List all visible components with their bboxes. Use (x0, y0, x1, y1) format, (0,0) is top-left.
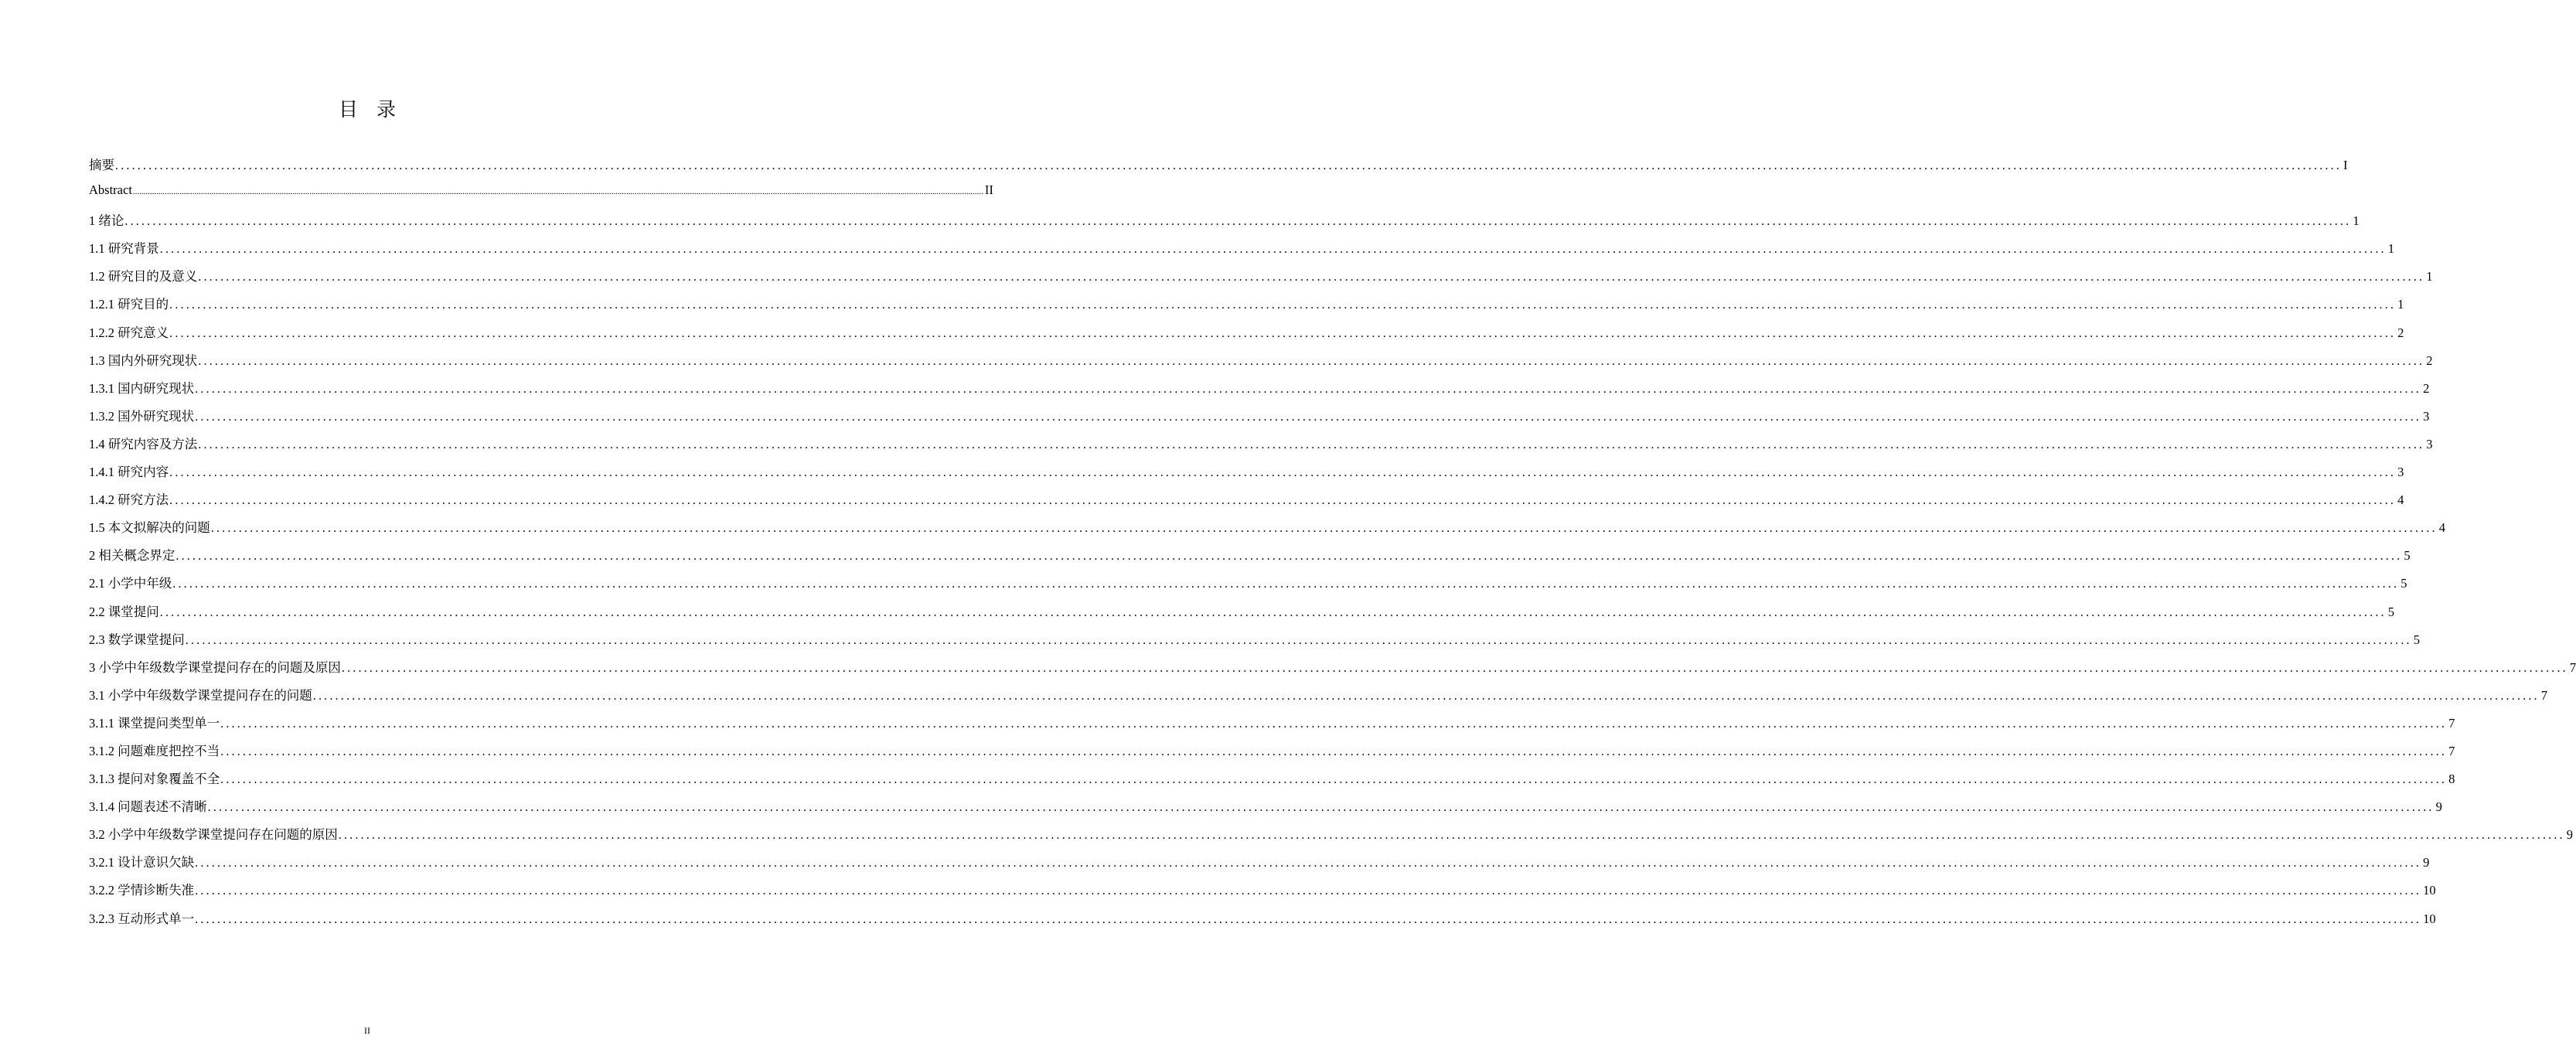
toc-leader-dots: ................................................................................................................................................................................................................................................................................................................................................................................................................ (195, 382, 2422, 396)
toc-leader-dots: ................................................................................................................................................................................................................................................................................................................................................................................................................ (115, 159, 2342, 172)
toc-entry-page-number: 7 (2540, 687, 2547, 703)
toc-entry-page-number: 2 (2426, 353, 2433, 368)
toc-entry-page-number: 5 (2387, 604, 2394, 619)
toc-entry-label: 1 绪论 (89, 213, 124, 229)
toc-entry-page-number: II (984, 182, 993, 198)
page-title-char-2: 录 (377, 98, 397, 121)
toc-leader-dots: ................................................................................................................................................................................................................................................................................................................................................................................................................ (195, 884, 2422, 898)
toc-entry-page-number: 5 (2413, 632, 2420, 647)
toc-entry-label: 3.2 小学中年级数学课堂提问存在问题的原因 (89, 827, 338, 843)
toc-entry-page-number: 2 (2423, 380, 2430, 396)
toc-entry-label: 1.4.2 研究方法 (89, 492, 169, 508)
toc-entry-label: 3.1.4 问题表述不清晰 (89, 799, 207, 815)
toc-leader-dots: ................................................................................................................................................................................................................................................................................................................................................................................................................ (338, 829, 2565, 843)
toc-leader-dots: ................................................................................................................................................................................................................................................................................................................................................................................................................ (220, 717, 2448, 731)
toc-leader-dots: ................................................................................................................................................................................................................................................................................................................................................................................................................ (195, 912, 2422, 926)
toc-entry[interactable] (89, 266, 2433, 294)
toc-entry[interactable] (89, 322, 2404, 350)
toc-entry-page-number: 4 (2438, 520, 2445, 536)
toc-entry-label: 1.4 研究内容及方法 (89, 436, 198, 451)
toc-entry[interactable] (89, 378, 2430, 406)
toc-entry-label: 2.2 课堂提问 (89, 604, 159, 619)
toc-leader-dots: ................................................................................................................................................................................................................................................................................................................................................................................................................ (169, 466, 2397, 480)
footer-page-number: II (364, 1025, 370, 1036)
toc-leader-dots: ................................................................................................................................................................................................................................................................................................................................................................................................................ (159, 243, 2387, 257)
toc-entry-page-number: 7 (2448, 743, 2455, 758)
toc-entry[interactable] (89, 741, 2455, 768)
toc-entry-page-number: 10 (2423, 911, 2436, 926)
toc-leader-dots: ................................................................................................................................................................................................................................................................................................................................................................................................................ (210, 522, 2438, 536)
toc-entry-label: 1.3.2 国外研究现状 (89, 408, 195, 424)
toc-entry[interactable] (89, 517, 2445, 545)
toc-entry-label: 3.2.2 学情诊断失准 (89, 883, 195, 898)
toc-entry[interactable] (89, 685, 2547, 713)
toc-entry[interactable] (89, 434, 2433, 462)
toc-entry-label: 3.2.1 设计意识欠缺 (89, 855, 195, 870)
toc-entry-page-number: 7 (2448, 715, 2455, 731)
toc-entry-page-number: 3 (2397, 465, 2404, 480)
toc-entry-page-number: 3 (2423, 408, 2430, 424)
toc-entry[interactable] (89, 155, 2348, 182)
toc-entry-page-number: 9 (2423, 855, 2430, 870)
toc-entry[interactable] (89, 462, 2404, 489)
toc-leader-dots: ................................................................................................................................................................................................................................................................................................................................................................................................................ (169, 326, 2397, 340)
toc-entry-page-number: 2 (2397, 325, 2404, 340)
toc-entry-label: 1.2.2 研究意义 (89, 325, 169, 340)
toc-leader-dots: ................................................................................................................................................................................................................................................................................................................................................................................................................ (220, 773, 2448, 787)
toc-entry-page-number: 4 (2397, 492, 2404, 508)
toc-leader-dots: ................................................................................................................................................................................................................................................................................................................................................................................................................ (132, 187, 983, 197)
toc-leader-dots: ................................................................................................................................................................................................................................................................................................................................................................................................................ (312, 689, 2540, 703)
toc-entry-page-number: 9 (2566, 827, 2573, 843)
toc-entry-page-number: 3 (2426, 436, 2433, 451)
toc-entry[interactable] (89, 210, 2360, 238)
toc-entry-label: 3.1.1 课堂提问类型单一 (89, 715, 220, 731)
toc-leader-dots: ................................................................................................................................................................................................................................................................................................................................................................................................................ (159, 605, 2387, 619)
toc-leader-dots: ................................................................................................................................................................................................................................................................................................................................................................................................................ (195, 857, 2422, 870)
toc-entry-page-number: 1 (2387, 241, 2394, 257)
table-of-contents (89, 155, 2576, 936)
toc-leader-dots: ................................................................................................................................................................................................................................................................................................................................................................................................................ (169, 494, 2397, 508)
toc-leader-dots: ................................................................................................................................................................................................................................................................................................................................................................................................................ (220, 744, 2448, 758)
toc-entry-page-number: 7 (2569, 659, 2576, 675)
toc-entry-label: 3 小学中年级数学课堂提问存在的问题及原因 (89, 659, 341, 675)
toc-entry[interactable] (89, 573, 2407, 601)
toc-entry[interactable] (89, 768, 2455, 796)
toc-entry-label: Abstract (89, 182, 132, 198)
toc-entry-label: 3.2.3 互动形式单一 (89, 911, 195, 926)
toc-leader-dots: ................................................................................................................................................................................................................................................................................................................................................................................................................ (198, 271, 2425, 284)
toc-entry-label: 2 相关概念界定 (89, 548, 175, 564)
toc-entry-label: 1.5 本文拟解决的问题 (89, 520, 210, 536)
toc-entry[interactable] (89, 545, 2411, 573)
toc-entry[interactable] (89, 908, 2436, 936)
toc-entry-page-number: I (2343, 158, 2348, 172)
toc-entry[interactable] (89, 796, 2442, 824)
toc-leader-dots: ................................................................................................................................................................................................................................................................................................................................................................................................................ (175, 550, 2403, 564)
toc-leader-dots: ................................................................................................................................................................................................................................................................................................................................................................................................................ (124, 215, 2352, 229)
toc-entry[interactable] (89, 629, 2420, 657)
toc-leader-dots: ................................................................................................................................................................................................................................................................................................................................................................................................................ (195, 410, 2422, 424)
toc-entry[interactable] (89, 880, 2436, 908)
toc-entry[interactable] (89, 601, 2394, 629)
toc-leader-dots: ................................................................................................................................................................................................................................................................................................................................................................................................................ (198, 354, 2425, 368)
toc-entry-label: 1.4.1 研究内容 (89, 465, 169, 480)
toc-leader-dots: ................................................................................................................................................................................................................................................................................................................................................................................................................ (172, 577, 2400, 591)
toc-entry[interactable] (89, 294, 2404, 322)
toc-entry-label: 2.3 数学课堂提问 (89, 632, 185, 647)
toc-entry-label: 3.1.2 问题难度把控不当 (89, 743, 220, 758)
page-title (0, 94, 734, 122)
toc-entry[interactable] (89, 406, 2430, 434)
toc-entry[interactable] (89, 713, 2455, 741)
page-title-char-1: 目 (338, 98, 358, 121)
toc-entry-page-number: 1 (2397, 297, 2404, 312)
toc-entry-page-number: 8 (2448, 772, 2455, 787)
toc-entry-label: 3.1.3 提问对象覆盖不全 (89, 772, 220, 787)
toc-leader-dots: ................................................................................................................................................................................................................................................................................................................................................................................................................ (207, 801, 2435, 815)
toc-entry[interactable] (89, 238, 2394, 266)
toc-entry-label: 摘要 (89, 158, 114, 172)
toc-entry-page-number: 5 (2404, 548, 2411, 564)
toc-leader-dots: ................................................................................................................................................................................................................................................................................................................................................................................................................ (169, 298, 2397, 312)
toc-entry-label: 1.2 研究目的及意义 (89, 269, 198, 284)
toc-entry-page-number: 9 (2435, 799, 2442, 815)
toc-entry-label: 3.1 小学中年级数学课堂提问存在的问题 (89, 687, 312, 703)
toc-entry-label: 2.1 小学中年级 (89, 576, 172, 591)
toc-entry-label: 1.1 研究背景 (89, 241, 159, 257)
toc-leader-dots: ................................................................................................................................................................................................................................................................................................................................................................................................................ (198, 438, 2425, 451)
toc-entry-label: 1.3.1 国内研究现状 (89, 380, 195, 396)
toc-entry[interactable] (89, 350, 2433, 378)
toc-entry[interactable] (89, 657, 2576, 685)
toc-entry-label: 1.2.1 研究目的 (89, 297, 169, 312)
toc-entry-page-number: 5 (2401, 576, 2407, 591)
toc-entry[interactable] (89, 489, 2404, 517)
toc-leader-dots: ................................................................................................................................................................................................................................................................................................................................................................................................................ (185, 633, 2412, 647)
toc-entry[interactable] (89, 182, 993, 210)
toc-entry-label: 1.3 国内外研究现状 (89, 353, 198, 368)
toc-entry-page-number: 1 (2426, 269, 2433, 284)
toc-entry-page-number: 1 (2353, 213, 2360, 229)
toc-entry[interactable] (89, 852, 2430, 880)
toc-entry-page-number: 10 (2423, 883, 2436, 898)
toc-leader-dots: ................................................................................................................................................................................................................................................................................................................................................................................................................ (341, 661, 2568, 675)
toc-entry[interactable] (89, 824, 2573, 852)
